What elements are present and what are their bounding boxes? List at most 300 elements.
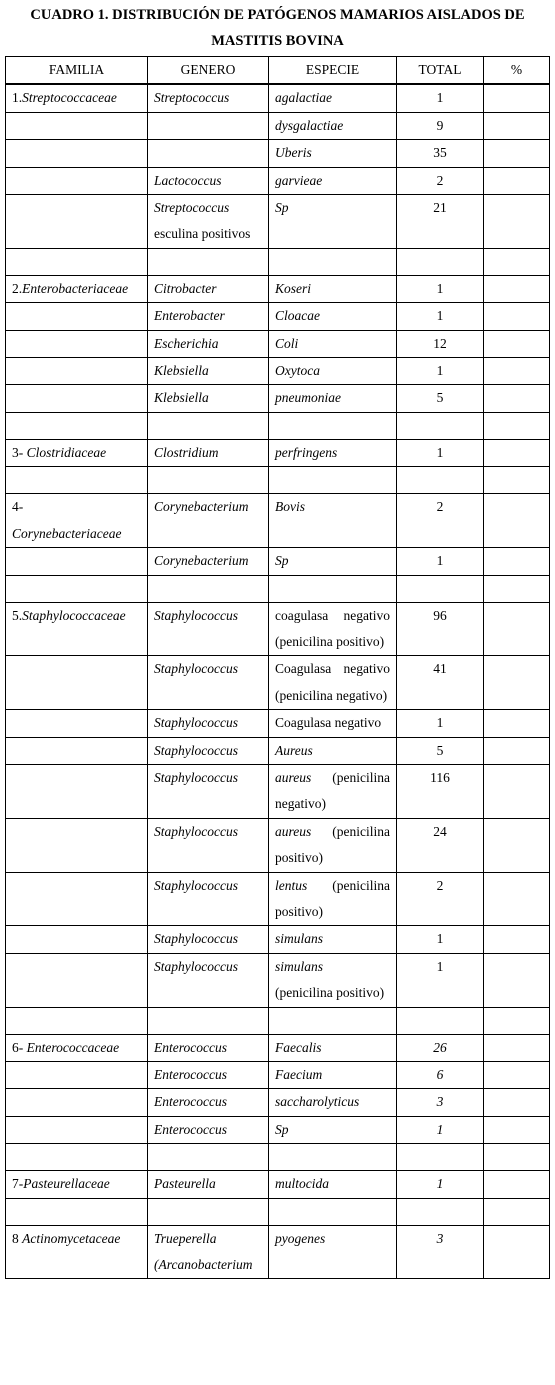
cell-percent <box>484 548 550 575</box>
cell-especie <box>269 494 397 548</box>
genero-name: Pasteurella <box>154 1176 216 1192</box>
header-total: TOTAL <box>397 57 484 85</box>
cell-familia <box>6 548 148 575</box>
cell-familia <box>6 602 148 656</box>
table-row <box>6 1225 550 1279</box>
cell-familia <box>6 818 148 872</box>
genero-extra: (Arcanobacterium <box>154 1257 253 1273</box>
cell-familia <box>6 1089 148 1116</box>
empty-cell <box>397 575 484 602</box>
cell-familia <box>6 330 148 357</box>
cell-familia <box>6 303 148 330</box>
cell-familia <box>6 1034 148 1061</box>
total-value: 1 <box>436 444 444 460</box>
table-row <box>6 818 550 872</box>
table-row <box>6 275 550 302</box>
especie-note: (penicilina positivo) <box>275 823 390 866</box>
total-value: 21 <box>433 200 447 216</box>
cell-familia <box>6 737 148 764</box>
genero-name: Staphylococcus <box>154 877 238 893</box>
total-value: 96 <box>433 607 447 623</box>
especie-note: (penicilina negativo) <box>275 769 390 812</box>
genero-name: Staphylococcus <box>154 661 238 677</box>
pathogen-table <box>5 56 550 1279</box>
cell-total <box>397 710 484 737</box>
empty-cell <box>148 575 269 602</box>
cell-genero <box>148 872 269 926</box>
empty-cell <box>148 1198 269 1225</box>
especie-name: Oxytoca <box>275 363 320 379</box>
cell-especie <box>269 275 397 302</box>
total-value: 41 <box>433 661 447 677</box>
especie-name: Faecalis <box>275 1039 322 1055</box>
especie-name: garvieae <box>275 172 323 188</box>
total-value: 1 <box>436 958 444 974</box>
cell-familia <box>6 167 148 194</box>
especie-name: Sp <box>275 1121 289 1137</box>
cell-familia <box>6 953 148 1007</box>
total-value: 35 <box>433 145 447 161</box>
blank-row <box>6 412 550 439</box>
empty-cell <box>397 1007 484 1034</box>
genero-name: Staphylococcus <box>154 607 238 623</box>
empty-cell <box>484 467 550 494</box>
empty-cell <box>6 1007 148 1034</box>
header-familia: FAMILIA <box>6 57 148 85</box>
blank-row <box>6 1144 550 1171</box>
empty-cell <box>484 1007 550 1034</box>
cell-percent <box>484 1089 550 1116</box>
cell-especie <box>269 358 397 385</box>
familia-name: Corynebacteriaceae <box>12 525 122 541</box>
cell-total <box>397 1034 484 1061</box>
cell-especie <box>269 1225 397 1279</box>
cell-especie <box>269 303 397 330</box>
cell-genero <box>148 818 269 872</box>
genero-name: Staphylococcus <box>154 769 238 785</box>
genero-name: Clostridium <box>154 444 219 460</box>
total-value: 1 <box>436 1121 444 1137</box>
cell-genero <box>148 1089 269 1116</box>
cell-genero <box>148 1034 269 1061</box>
cell-genero <box>148 275 269 302</box>
table-row <box>6 1034 550 1061</box>
familia-number: 8 <box>12 1230 23 1246</box>
especie-text: coagulasa negativo (penicilina positivo) <box>275 607 390 649</box>
genero-name: Staphylococcus <box>154 823 238 839</box>
cell-percent <box>484 872 550 926</box>
genero-name: Escherichia <box>154 335 219 351</box>
empty-cell <box>269 248 397 275</box>
cell-especie <box>269 1062 397 1089</box>
total-value: 2 <box>436 172 444 188</box>
cell-total <box>397 140 484 167</box>
cell-genero <box>148 167 269 194</box>
total-value: 26 <box>433 1039 447 1055</box>
cell-genero <box>148 303 269 330</box>
empty-cell <box>148 467 269 494</box>
cell-genero <box>148 953 269 1007</box>
empty-cell <box>397 1198 484 1225</box>
cell-especie <box>269 710 397 737</box>
familia-number: 4- <box>12 499 24 515</box>
cell-genero <box>148 548 269 575</box>
empty-cell <box>269 1144 397 1171</box>
cell-percent <box>484 1171 550 1198</box>
cell-percent <box>484 385 550 412</box>
cell-total <box>397 275 484 302</box>
especie-name: Aureus <box>275 742 313 758</box>
genero-name: Lactococcus <box>154 172 222 188</box>
cell-genero <box>148 195 269 249</box>
empty-cell <box>148 248 269 275</box>
genero-name: Enterococcus <box>154 1094 227 1110</box>
empty-cell <box>269 467 397 494</box>
table-row <box>6 548 550 575</box>
cell-percent <box>484 439 550 466</box>
cell-genero <box>148 1171 269 1198</box>
cell-total <box>397 330 484 357</box>
cell-familia <box>6 764 148 818</box>
cell-especie <box>269 1171 397 1198</box>
cell-total <box>397 1062 484 1089</box>
total-value: 24 <box>433 823 447 839</box>
cell-genero <box>148 84 269 112</box>
total-value: 1 <box>436 308 444 324</box>
cell-especie <box>269 167 397 194</box>
empty-cell <box>6 575 148 602</box>
total-value: 5 <box>436 742 444 758</box>
blank-row <box>6 575 550 602</box>
cell-percent <box>484 656 550 710</box>
cell-total <box>397 195 484 249</box>
cell-total <box>397 303 484 330</box>
genero-extra: esculina positivos <box>154 226 251 242</box>
cell-especie <box>269 656 397 710</box>
table-row <box>6 167 550 194</box>
empty-cell <box>484 412 550 439</box>
familia-name: Staphylococcaceae <box>22 607 126 623</box>
cell-percent <box>484 303 550 330</box>
table-row <box>6 710 550 737</box>
cell-percent <box>484 195 550 249</box>
cell-familia <box>6 494 148 548</box>
total-value: 9 <box>436 117 444 133</box>
table-row <box>6 764 550 818</box>
empty-cell <box>6 248 148 275</box>
cell-percent <box>484 1034 550 1061</box>
cell-familia <box>6 656 148 710</box>
empty-cell <box>269 1007 397 1034</box>
cell-familia <box>6 439 148 466</box>
cell-genero <box>148 1116 269 1143</box>
cell-familia <box>6 195 148 249</box>
familia-name: Clostridiaceae <box>26 444 107 460</box>
cell-total <box>397 1089 484 1116</box>
cell-percent <box>484 953 550 1007</box>
table-row <box>6 656 550 710</box>
genero-name: Corynebacterium <box>154 553 249 569</box>
especie-name: aureus <box>275 769 312 785</box>
cell-especie <box>269 872 397 926</box>
cell-percent <box>484 1062 550 1089</box>
cell-total <box>397 737 484 764</box>
especie-note: (penicilina positivo) <box>275 877 390 919</box>
table-row <box>6 1062 550 1089</box>
especie-name: saccharolyticus <box>275 1094 360 1110</box>
cell-especie <box>269 1034 397 1061</box>
cell-percent <box>484 602 550 656</box>
genero-name: Streptococcus <box>154 200 230 216</box>
genero-name: Enterococcus <box>154 1121 227 1137</box>
cell-genero <box>148 602 269 656</box>
cell-genero <box>148 330 269 357</box>
cell-total <box>397 764 484 818</box>
cell-especie <box>269 140 397 167</box>
empty-cell <box>269 412 397 439</box>
cell-total <box>397 602 484 656</box>
cell-genero <box>148 1225 269 1279</box>
familia-number: 3- <box>12 444 27 460</box>
familia-number: 5. <box>12 607 23 623</box>
genero-name: Corynebacterium <box>154 499 249 515</box>
cell-percent <box>484 764 550 818</box>
especie-name: Sp <box>275 553 289 569</box>
cell-total <box>397 112 484 139</box>
table-row <box>6 439 550 466</box>
cell-genero <box>148 385 269 412</box>
cell-total <box>397 494 484 548</box>
cell-especie <box>269 737 397 764</box>
empty-cell <box>397 412 484 439</box>
cell-percent <box>484 494 550 548</box>
familia-number: 2. <box>12 280 23 296</box>
especie-name: simulans <box>275 958 324 974</box>
empty-cell <box>484 1144 550 1171</box>
total-value: 1 <box>436 280 444 296</box>
cell-genero <box>148 764 269 818</box>
cell-familia <box>6 710 148 737</box>
cell-genero <box>148 1062 269 1089</box>
especie-name: Koseri <box>275 280 312 296</box>
cell-total <box>397 1225 484 1279</box>
cell-total <box>397 439 484 466</box>
table-row <box>6 112 550 139</box>
especie-name: Faecium <box>275 1067 323 1082</box>
familia-number: 6- <box>12 1039 27 1055</box>
cell-familia <box>6 385 148 412</box>
genero-name: Klebsiella <box>154 390 209 406</box>
table-body <box>6 84 550 1279</box>
empty-cell <box>6 1144 148 1171</box>
table-row <box>6 1089 550 1116</box>
table-row <box>6 953 550 1007</box>
total-value: 12 <box>433 335 447 351</box>
especie-name: simulans <box>275 931 324 947</box>
genero-name: Staphylococcus <box>154 715 238 731</box>
cell-percent <box>484 84 550 112</box>
especie-name: Bovis <box>275 499 305 515</box>
total-value: 116 <box>430 769 450 785</box>
cell-familia <box>6 1225 148 1279</box>
empty-cell <box>269 1198 397 1225</box>
cell-familia <box>6 1062 148 1089</box>
especie-name: Coli <box>275 335 299 351</box>
especie-name: lentus <box>275 877 308 893</box>
empty-cell <box>484 248 550 275</box>
empty-cell <box>397 1144 484 1171</box>
total-value: 1 <box>436 363 444 379</box>
blank-row <box>6 1007 550 1034</box>
especie-text: Coagulasa negativo <box>275 715 382 731</box>
table-row <box>6 385 550 412</box>
cell-total <box>397 84 484 112</box>
familia-name: Actinomycetaceae <box>22 1230 121 1246</box>
total-value: 1 <box>436 931 444 947</box>
cell-percent <box>484 737 550 764</box>
cell-especie <box>269 953 397 1007</box>
genero-name: Staphylococcus <box>154 958 238 974</box>
table-title <box>0 2 555 54</box>
cell-familia <box>6 872 148 926</box>
cell-total <box>397 385 484 412</box>
cell-familia <box>6 112 148 139</box>
cell-familia <box>6 275 148 302</box>
genero-name: Citrobacter <box>154 280 217 296</box>
especie-note: (penicilina positivo) <box>275 985 385 1001</box>
header-percent: % <box>484 57 550 85</box>
cell-percent <box>484 112 550 139</box>
cell-familia <box>6 1116 148 1143</box>
total-value: 5 <box>436 390 444 406</box>
especie-name: multocida <box>275 1176 329 1192</box>
especie-name: pneumoniae <box>275 390 341 406</box>
genero-name: Streptococcus <box>154 90 230 106</box>
cell-especie <box>269 1116 397 1143</box>
table-row <box>6 602 550 656</box>
cell-familia <box>6 84 148 112</box>
empty-cell <box>484 575 550 602</box>
total-value: 6 <box>436 1067 444 1082</box>
genero-name: Enterococcus <box>154 1039 227 1055</box>
cell-especie <box>269 1089 397 1116</box>
empty-cell <box>397 467 484 494</box>
genero-name: Staphylococcus <box>154 931 238 947</box>
cell-especie <box>269 112 397 139</box>
table-row <box>6 330 550 357</box>
cell-especie <box>269 764 397 818</box>
especie-name: pyogenes <box>275 1230 326 1246</box>
cell-genero <box>148 926 269 953</box>
cell-percent <box>484 710 550 737</box>
total-value: 3 <box>436 1230 444 1246</box>
cell-percent <box>484 167 550 194</box>
table-row <box>6 737 550 764</box>
total-value: 1 <box>436 1176 444 1192</box>
table-row <box>6 1171 550 1198</box>
cell-total <box>397 1116 484 1143</box>
blank-row <box>6 1198 550 1225</box>
genero-name: Trueperella <box>154 1230 217 1246</box>
table-row <box>6 926 550 953</box>
table-row <box>6 1116 550 1143</box>
especie-name: Uberis <box>275 145 312 161</box>
cell-percent <box>484 275 550 302</box>
familia-name: Streptococcaceae <box>22 90 117 106</box>
header-row <box>6 57 550 85</box>
cell-genero <box>148 710 269 737</box>
cell-especie <box>269 385 397 412</box>
cell-genero <box>148 140 269 167</box>
title-line-2: MASTITIS BOVINA <box>211 33 344 49</box>
cell-especie <box>269 330 397 357</box>
header-especie: ESPECIE <box>269 57 397 85</box>
title-line-1: CUADRO 1. DISTRIBUCIÓN DE PATÓGENOS MAMARIOS AISLADOS DE <box>30 7 525 23</box>
cell-genero <box>148 439 269 466</box>
table-row <box>6 195 550 249</box>
table-row <box>6 140 550 167</box>
cell-percent <box>484 1116 550 1143</box>
total-value: 2 <box>436 499 444 515</box>
cell-familia <box>6 926 148 953</box>
cell-percent <box>484 358 550 385</box>
cell-especie <box>269 548 397 575</box>
especie-name: perfringens <box>275 444 338 460</box>
cell-total <box>397 548 484 575</box>
empty-cell <box>6 412 148 439</box>
cell-percent <box>484 140 550 167</box>
total-value: 1 <box>436 90 444 106</box>
empty-cell <box>397 248 484 275</box>
cell-genero <box>148 656 269 710</box>
cell-total <box>397 926 484 953</box>
especie-name: Sp <box>275 200 289 216</box>
cell-genero <box>148 112 269 139</box>
cell-familia <box>6 140 148 167</box>
cell-familia <box>6 1171 148 1198</box>
empty-cell <box>6 467 148 494</box>
cell-especie <box>269 818 397 872</box>
familia-number: 7- <box>12 1176 24 1192</box>
familia-name: Enterobacteriaceae <box>22 280 129 296</box>
cell-total <box>397 872 484 926</box>
especie-name: aureus <box>275 823 312 839</box>
cell-especie <box>269 84 397 112</box>
total-value: 3 <box>436 1094 444 1110</box>
familia-number: 1. <box>12 90 23 106</box>
empty-cell <box>148 1007 269 1034</box>
cell-especie <box>269 195 397 249</box>
empty-cell <box>484 1198 550 1225</box>
empty-cell <box>148 1144 269 1171</box>
table-row <box>6 84 550 112</box>
cell-especie <box>269 602 397 656</box>
table-row <box>6 358 550 385</box>
blank-row <box>6 467 550 494</box>
total-value: 2 <box>436 877 444 893</box>
empty-cell <box>269 575 397 602</box>
especie-name: Cloacae <box>275 308 320 324</box>
header-genero: GENERO <box>148 57 269 85</box>
familia-name: Enterococcaceae <box>26 1039 120 1055</box>
cell-percent <box>484 1225 550 1279</box>
especie-text: Coagulasa negativo (penicilina negativo) <box>275 661 390 703</box>
total-value: 1 <box>436 715 444 731</box>
cell-especie <box>269 439 397 466</box>
genero-name: Enterococcus <box>154 1067 227 1082</box>
cell-percent <box>484 818 550 872</box>
familia-name: Pasteurellaceae <box>23 1176 110 1192</box>
